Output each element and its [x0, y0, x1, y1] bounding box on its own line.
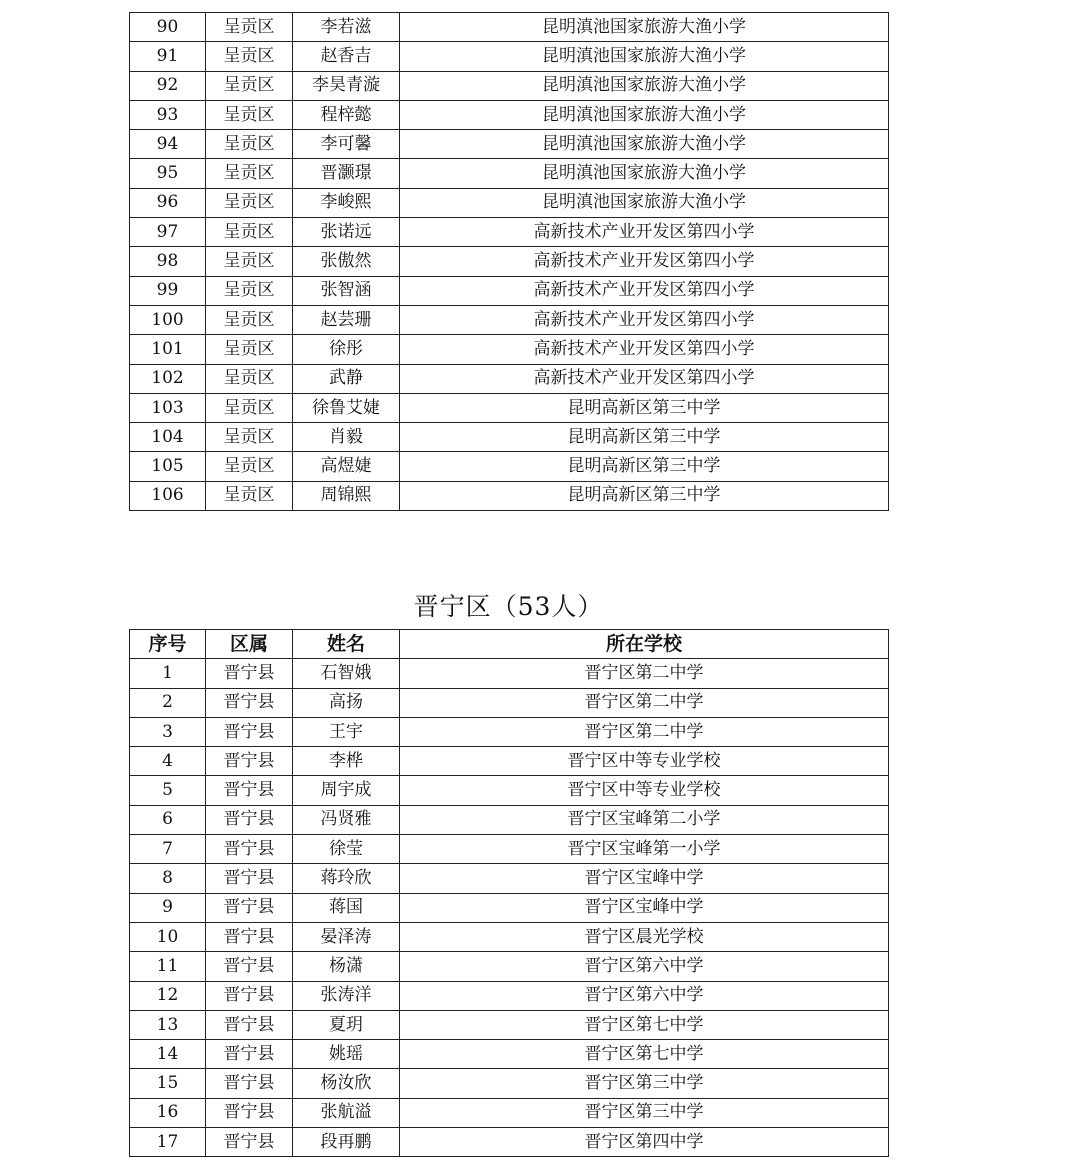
cell-district: 呈贡区 [206, 13, 293, 42]
cell-name: 晋灏璟 [293, 159, 400, 188]
cell-serial-number: 11 [130, 952, 206, 981]
cell-serial-number: 12 [130, 981, 206, 1010]
cell-school: 昆明滇池国家旅游大渔小学 [400, 13, 889, 42]
cell-district: 晋宁县 [206, 1128, 293, 1157]
cell-serial-number: 106 [130, 481, 206, 510]
cell-serial-number: 17 [130, 1128, 206, 1157]
cell-name: 程梓懿 [293, 100, 400, 129]
table-row [130, 335, 889, 364]
cell-district: 晋宁县 [206, 864, 293, 893]
cell-serial-number: 4 [130, 747, 206, 776]
cell-district: 晋宁县 [206, 952, 293, 981]
table-row [130, 130, 889, 159]
cell-district: 晋宁县 [206, 922, 293, 951]
table-row [130, 893, 889, 922]
cell-name: 张航溢 [293, 1098, 400, 1127]
cell-name: 李若滋 [293, 13, 400, 42]
jinning-section-title: 晋宁区（53人） [413, 592, 604, 621]
cell-serial-number: 10 [130, 922, 206, 951]
cell-serial-number: 13 [130, 1010, 206, 1039]
table-row [130, 247, 889, 276]
cell-name: 蒋国 [293, 893, 400, 922]
cell-serial-number: 95 [130, 159, 206, 188]
cell-school: 高新技术产业开发区第四小学 [400, 276, 889, 305]
cell-school: 晋宁区宝峰中学 [400, 864, 889, 893]
table-row [130, 688, 889, 717]
cell-name: 赵香吉 [293, 42, 400, 71]
cell-name: 晏泽涛 [293, 922, 400, 951]
cell-district: 呈贡区 [206, 218, 293, 247]
cell-school: 晋宁区第二中学 [400, 688, 889, 717]
cell-name: 徐彤 [293, 335, 400, 364]
cell-district: 呈贡区 [206, 423, 293, 452]
cell-school: 晋宁区第二中学 [400, 717, 889, 746]
cell-serial-number: 93 [130, 100, 206, 129]
table-row [130, 159, 889, 188]
cell-district: 呈贡区 [206, 100, 293, 129]
cell-serial-number: 97 [130, 218, 206, 247]
cell-district: 晋宁县 [206, 1040, 293, 1069]
cell-serial-number: 2 [130, 688, 206, 717]
cell-school: 昆明滇池国家旅游大渔小学 [400, 159, 889, 188]
cell-name: 杨潇 [293, 952, 400, 981]
header-serial-number: 序号 [130, 630, 206, 659]
cell-serial-number: 14 [130, 1040, 206, 1069]
cell-serial-number: 105 [130, 452, 206, 481]
cell-serial-number: 104 [130, 423, 206, 452]
cell-district: 晋宁县 [206, 805, 293, 834]
table-row [130, 952, 889, 981]
table-row [130, 981, 889, 1010]
cell-name: 张傲然 [293, 247, 400, 276]
cell-district: 晋宁县 [206, 1010, 293, 1039]
cell-serial-number: 16 [130, 1098, 206, 1127]
cell-school: 高新技术产业开发区第四小学 [400, 364, 889, 393]
cell-school: 昆明高新区第三中学 [400, 423, 889, 452]
cell-name: 周宇成 [293, 776, 400, 805]
cell-school: 昆明滇池国家旅游大渔小学 [400, 100, 889, 129]
cell-serial-number: 99 [130, 276, 206, 305]
cell-school: 晋宁区第六中学 [400, 981, 889, 1010]
cell-name: 姚瑶 [293, 1040, 400, 1069]
cell-serial-number: 92 [130, 71, 206, 100]
cell-school: 昆明高新区第三中学 [400, 393, 889, 422]
cell-district: 呈贡区 [206, 42, 293, 71]
cell-district: 晋宁县 [206, 747, 293, 776]
cell-school: 晋宁区中等专业学校 [400, 776, 889, 805]
chenggong-roster-table [129, 12, 889, 511]
cell-name: 赵芸珊 [293, 305, 400, 334]
cell-serial-number: 5 [130, 776, 206, 805]
cell-name: 冯贤雅 [293, 805, 400, 834]
cell-district: 晋宁县 [206, 893, 293, 922]
table-row [130, 452, 889, 481]
table-row [130, 188, 889, 217]
table-row [130, 1040, 889, 1069]
cell-name: 李可馨 [293, 130, 400, 159]
cell-serial-number: 6 [130, 805, 206, 834]
cell-school: 昆明滇池国家旅游大渔小学 [400, 130, 889, 159]
cell-name: 李桦 [293, 747, 400, 776]
cell-district: 晋宁县 [206, 835, 293, 864]
cell-district: 呈贡区 [206, 276, 293, 305]
cell-serial-number: 101 [130, 335, 206, 364]
cell-district: 晋宁县 [206, 717, 293, 746]
cell-serial-number: 94 [130, 130, 206, 159]
cell-serial-number: 100 [130, 305, 206, 334]
cell-district: 呈贡区 [206, 188, 293, 217]
cell-serial-number: 91 [130, 42, 206, 71]
cell-serial-number: 9 [130, 893, 206, 922]
cell-school: 晋宁区第三中学 [400, 1069, 889, 1098]
cell-district: 呈贡区 [206, 71, 293, 100]
cell-district: 呈贡区 [206, 481, 293, 510]
table-row [130, 423, 889, 452]
table-row [130, 276, 889, 305]
cell-serial-number: 102 [130, 364, 206, 393]
cell-name: 徐鲁艾婕 [293, 393, 400, 422]
cell-serial-number: 7 [130, 835, 206, 864]
cell-school: 昆明滇池国家旅游大渔小学 [400, 188, 889, 217]
cell-school: 昆明滇池国家旅游大渔小学 [400, 42, 889, 71]
cell-school: 高新技术产业开发区第四小学 [400, 218, 889, 247]
cell-school: 高新技术产业开发区第四小学 [400, 247, 889, 276]
cell-school: 晋宁区宝峰第一小学 [400, 835, 889, 864]
cell-name: 杨汝欣 [293, 1069, 400, 1098]
header-row [130, 630, 889, 659]
cell-name: 张智涵 [293, 276, 400, 305]
cell-school: 昆明滇池国家旅游大渔小学 [400, 71, 889, 100]
cell-serial-number: 90 [130, 13, 206, 42]
table-row [130, 364, 889, 393]
table-row [130, 305, 889, 334]
cell-district: 呈贡区 [206, 130, 293, 159]
cell-name: 徐莹 [293, 835, 400, 864]
cell-name: 王宇 [293, 717, 400, 746]
cell-district: 呈贡区 [206, 305, 293, 334]
cell-serial-number: 1 [130, 659, 206, 688]
cell-school: 昆明高新区第三中学 [400, 481, 889, 510]
table-row [130, 42, 889, 71]
cell-district: 呈贡区 [206, 247, 293, 276]
cell-school: 晋宁区第三中学 [400, 1098, 889, 1127]
cell-name: 武静 [293, 364, 400, 393]
table-row [130, 1010, 889, 1039]
header-school: 所在学校 [400, 630, 889, 659]
cell-serial-number: 98 [130, 247, 206, 276]
jinning-roster-body [130, 659, 889, 1157]
cell-name: 高扬 [293, 688, 400, 717]
table-row [130, 835, 889, 864]
table-row [130, 864, 889, 893]
cell-name: 张诺远 [293, 218, 400, 247]
cell-district: 晋宁县 [206, 1098, 293, 1127]
table-row [130, 747, 889, 776]
table-row [130, 1069, 889, 1098]
cell-school: 晋宁区宝峰第二小学 [400, 805, 889, 834]
table-row [130, 717, 889, 746]
cell-district: 呈贡区 [206, 159, 293, 188]
table-row [130, 922, 889, 951]
cell-serial-number: 103 [130, 393, 206, 422]
table-row [130, 805, 889, 834]
cell-name: 李昊青漩 [293, 71, 400, 100]
cell-district: 晋宁县 [206, 776, 293, 805]
cell-school: 高新技术产业开发区第四小学 [400, 305, 889, 334]
header-district: 区属 [206, 630, 293, 659]
cell-school: 晋宁区第七中学 [400, 1040, 889, 1069]
header-name: 姓名 [293, 630, 400, 659]
cell-school: 晋宁区第二中学 [400, 659, 889, 688]
table-row [130, 393, 889, 422]
table-row [130, 71, 889, 100]
jinning-table-header [130, 630, 889, 659]
table-row [130, 776, 889, 805]
cell-serial-number: 8 [130, 864, 206, 893]
table-row [130, 218, 889, 247]
cell-school: 晋宁区中等专业学校 [400, 747, 889, 776]
cell-district: 呈贡区 [206, 393, 293, 422]
cell-district: 呈贡区 [206, 335, 293, 364]
chenggong-roster-body [130, 13, 889, 511]
cell-school: 高新技术产业开发区第四小学 [400, 335, 889, 364]
cell-serial-number: 3 [130, 717, 206, 746]
cell-school: 晋宁区宝峰中学 [400, 893, 889, 922]
table-row [130, 659, 889, 688]
cell-name: 周锦熙 [293, 481, 400, 510]
cell-name: 段再鹏 [293, 1128, 400, 1157]
table-row [130, 1128, 889, 1157]
cell-district: 晋宁县 [206, 659, 293, 688]
cell-district: 呈贡区 [206, 364, 293, 393]
cell-name: 高煜婕 [293, 452, 400, 481]
cell-school: 晋宁区晨光学校 [400, 922, 889, 951]
table-row [130, 13, 889, 42]
table-row [130, 481, 889, 510]
table-row [130, 100, 889, 129]
cell-district: 呈贡区 [206, 452, 293, 481]
jinning-roster-table [129, 629, 889, 1157]
cell-serial-number: 15 [130, 1069, 206, 1098]
cell-name: 石智娥 [293, 659, 400, 688]
table-row [130, 1098, 889, 1127]
cell-name: 蒋玲欣 [293, 864, 400, 893]
cell-district: 晋宁县 [206, 688, 293, 717]
cell-name: 肖毅 [293, 423, 400, 452]
cell-school: 晋宁区第七中学 [400, 1010, 889, 1039]
cell-district: 晋宁县 [206, 1069, 293, 1098]
cell-district: 晋宁县 [206, 981, 293, 1010]
cell-school: 晋宁区第四中学 [400, 1128, 889, 1157]
cell-school: 晋宁区第六中学 [400, 952, 889, 981]
cell-serial-number: 96 [130, 188, 206, 217]
cell-school: 昆明高新区第三中学 [400, 452, 889, 481]
cell-name: 夏玥 [293, 1010, 400, 1039]
cell-name: 李峻熙 [293, 188, 400, 217]
cell-name: 张涛洋 [293, 981, 400, 1010]
